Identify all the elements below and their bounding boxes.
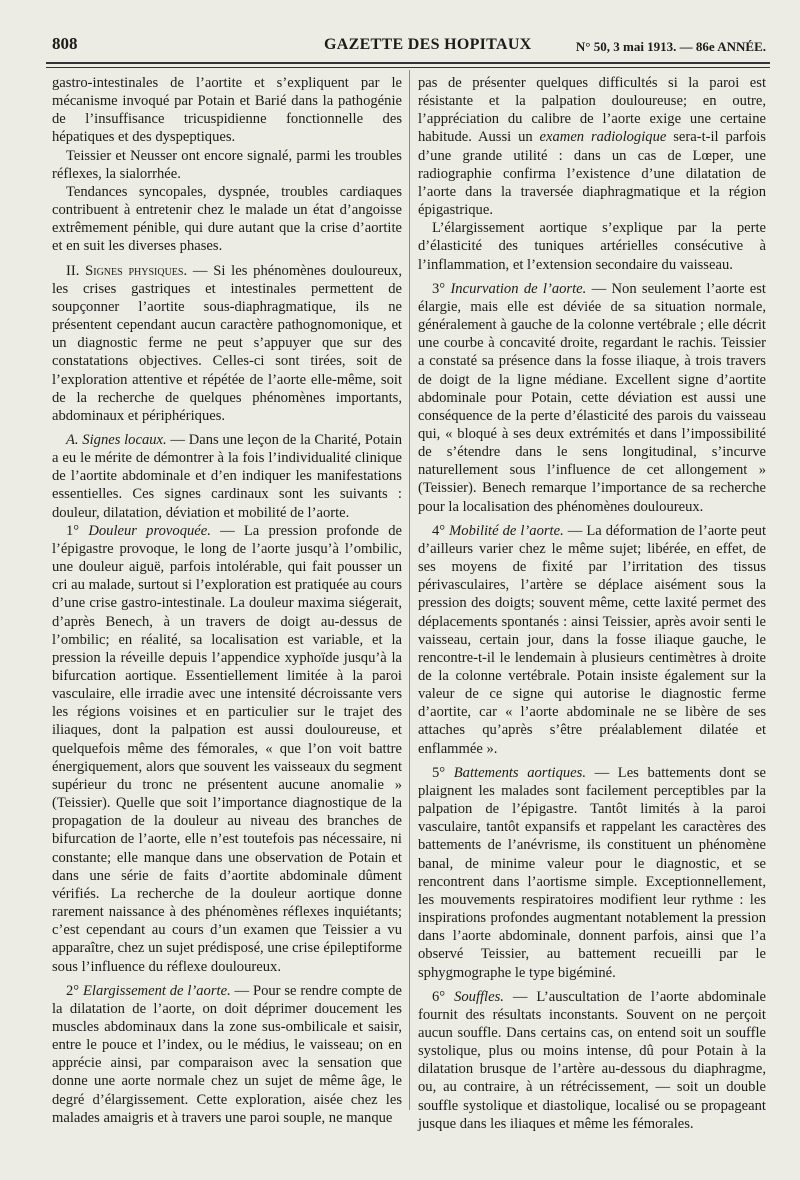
item-paragraph [418, 764, 766, 982]
paragraph-text: — Dans une leçon de la Charité, Potain a eu le mérite de démontrer à la fois l’individualité clinique de l’aortite abdominale et d’en indiquer les manifestations essentielles. Ces signes cardinaux sont les suivants : douleur, dilatation, déviation et mobilité de l’aorte. [52, 431, 403, 521]
header-rule-thin [46, 67, 770, 68]
item-heading: Douleur provoquée. [88, 522, 211, 539]
subsection-heading: A. Signes locaux. [66, 431, 167, 448]
paragraph-text: — Les battements dont se plaignent les malades sont facilement perceptibles par la palpation de l’épigastre. Tantôt limités à la paroi vasculaire, tantôt expansifs et rappelant les caractères des battements de l’anévrisme, ils constituent un phénomène banal, de minime valeur pour le diagnostic, et se rencontrent dans l’aortisme simple. Exceptionnellement, les mouvements respiratoires modifient leur rythme : les inspirations profondes augmentant notablement la pression dans l’aorte abdominale, donnent parfois, ainsi que l’a observé Teissier, au battement recueilli par le sphygmographe le type bigéminé. [418, 764, 766, 981]
paragraph-text: — La déformation de l’aorte peut d’ailleurs varier chez le même sujet; libérée, en effet, de ses moyens de fixité par l’irritation des tissus périvasculaires, l’artère se déplace aisément sous la pression des doigts; souvent même, cette laxité permet des déplacements spontanés : ainsi Teissier, après avoir senti le vaisseau, certain jour, dans la fosse iliaque gauche, le rencontre-t-il le lendemain à plusieurs centimètres à droite de la colonne vertébrale. Potain insiste également sur la valeur de ce signe qui autorise le diagnostic ferme d’aortite, car « l’aorte abdominale ne se libère de ses attaches qu’après s’être préalablement dilatée et enflammée ». [418, 522, 766, 757]
header-rule [46, 62, 770, 64]
column-divider [409, 70, 410, 1110]
item-number: 3° [432, 280, 451, 297]
paragraph: L’élargissement aortique s’explique par la perte d’élasticité des tuniques artérielles consécutive à l’inflammation, et l’extension secondaire du vaisseau. [418, 220, 766, 273]
issue-info: N° 50, 3 mai 1913. — 86e ANNÉE. [575, 39, 766, 54]
paragraph [418, 74, 766, 219]
paragraph-text: — Non seulement l’aorte est élargie, mais elle est déviée de sa situation normale, généralement à gauche de la colonne vertébrale ; elle décrit une courbe à concavité droite, regardant le rachis. Teissier a constaté sa présence dans la fosse iliaque, à trois travers de doigt de la ligne médiane. Excellent signe d’aortite abdominale pour Potain, cette déviation est aussi une conséquence de la perte d’élasticité des parois du vaisseau qui, « bloqué à ses deux extrémités et dans l’impossibilité de s’étendre dans le sens longitudinal, s’incurve naturellement sous l’influence de cet allongement » (Teissier). Benech remarque l’importance de sa recherche pour la localisation des phénomènes douloureux. [418, 280, 766, 515]
journal-title: GAZETTE DES HOPITAUX [324, 36, 532, 53]
page-header [52, 34, 764, 58]
right-column [418, 74, 766, 1133]
subsection-paragraph [52, 431, 402, 522]
item-heading: Battements aortiques. [453, 764, 586, 781]
section-paragraph [52, 262, 402, 425]
paragraph-text: sera-t-il parfois d’une grande utilité : dans un cas de Lœper, une radiographie confirma l’existence d’une dilatation de l’aorte dans la traversée diaphragmatique et la région épigastrique. [418, 129, 766, 219]
left-column [52, 74, 402, 1127]
item-paragraph [52, 522, 402, 976]
paragraph: Teissier et Neusser ont encore signalé, parmi les troubles réflexes, la sialorrhée. [52, 147, 402, 182]
section-heading: II. Signes physiques. [66, 262, 188, 279]
item-heading: Incurvation de l’aorte. [450, 280, 587, 297]
paragraph: Tendances syncopales, dyspnée, troubles cardiaques contribuent à entretenir chez le malade un état d’angoisse extrêmement pénible, qui dure autant que la crise d’aortite et en suit les diverses phases. [52, 183, 402, 255]
item-paragraph [418, 988, 766, 1133]
item-number: 2° [66, 982, 83, 999]
page-number: 808 [52, 34, 78, 53]
item-number: 6° [432, 988, 455, 1005]
paragraph: gastro-intestinales de l’aortite et s’expliquent par le mécanisme invoqué par Potain et Barié dans la pathogénie de l’insuffisance tricuspidienne fonctionnelle des hépatiques et des dyspeptiques. [52, 75, 402, 146]
item-number: 4° [432, 522, 450, 539]
item-heading: Mobilité de l’aorte. [449, 522, 564, 539]
item-heading: Elargissement de l’aorte. [82, 982, 231, 999]
paragraph-text: — L’auscultation de l’aorte abdominale fournit des résultats inconstants. Souvent on ne perçoit aucun souffle. Dans certains cas, on entend soit un souffle systolique, plus ou moins intense, dû pour Potain à la dilatation brusque de l’artère au-dessous du diaphragme, ou, au contraire, à un rétrécissement, — soit un double souffle systolique et diastolique, localisé ou se propageant jusque dans les iliaques et même les fémorales. [418, 988, 766, 1132]
item-paragraph [52, 982, 402, 1127]
paragraph-text: pas de présenter quelques difficultés si la paroi est résistante et la palpation douloureuse; en outre, l’appréciation du calibre de l’aorte exige une certaine habitude. Aussi un [418, 75, 766, 146]
item-number: 1° [66, 522, 89, 539]
paragraph-text: — Pour se rendre compte de la dilatation de l’aorte, on doit déprimer doucement les muscles abdominaux dans la zone sus-ombilicale et saisir, entre le pouce et l’index, ou le médius, le vaisseau; on en apprécie ainsi, par comparaison avec la sensation que donne une aorte normale chez un sujet de même âge, le degré d’élargissement. Cette exploration, aisée chez les malades amaigris et à travers une paroi souple, ne manque [52, 982, 402, 1126]
item-heading: Souffles. [454, 988, 504, 1005]
paragraph-text: — Si les phénomènes douloureux, les crises gastriques et intestinales permettent de soupçonner l’aortite sous-diaphragmatique, ils ne présentent cependant aucun caractère pathognomonique, et un diagnostic ferme ne peut s’appuyer que sur des constatations objectives. Celles-ci sont tirées, soit de l’exploration attentive et répétée de l’aorte elle-même, soit de la recherche de quelques phénomènes importants, abdominaux et périphériques. [52, 262, 402, 424]
item-number: 5° [432, 764, 454, 781]
item-paragraph [418, 280, 766, 516]
item-paragraph [418, 522, 766, 758]
paragraph-text: — La pression profonde de l’épigastre provoque, le long de l’aorte jusqu’à l’ombilic, une douleur aiguë, parfois intolérable, qui fait pousser un cri au malade, surtout si l’exploration est pratiquée au cours d’une crise gastro-intestinale. La douleur maxima siégerait, d’après Benech, à un travers de doigt au-dessus de l’ombilic; en réalité, sa localisation est variable, et la pression la réveille depuis l’appendice xyphoïde jusqu’à la bifurcation aortique. Essentiellement limitée à la paroi vasculaire, elle irradie avec une intensité décroissante vers les régions voisines et en particulier sur le trajet des iliaques, dont la palpation est aussi douloureuse, et quelquefois même des fémorales, « que l’on voit battre énergiquement, alors que souvent les vaisseaux du segment supérieur du tronc ne présentent aucune anomalie » (Teissier). Quelle que soit l’importance diagnostique de la propagation de la douleur au niveau des branches de bifurcation de l’aorte, elle n’est toutefois pas nécessaire, ni constante; elle manque dans une observation de Potain et dans une série de faits d’aortite abdominale dûment vérifiés. La recherche de la douleur aortique donne rarement naissance à des phénomènes réflexes inquiétants; c’est cependant au cours d’un examen que Teissier a vu apparaître, chez un sujet prédisposé, une crise épileptiforme sous l’influence du réflexe douloureux. [52, 522, 402, 975]
emphasis: examen radiologique [539, 129, 667, 146]
